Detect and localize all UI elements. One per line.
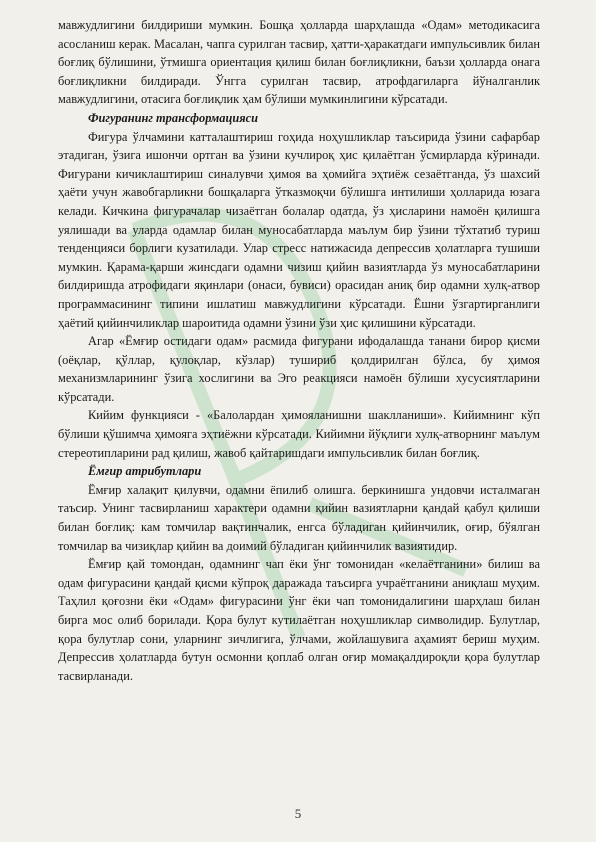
paragraph-clothing: Кийим функцияси - «Балолардан ҳимояланишни шаклланиши». Кийимнинг кўп бўлиши қўшимча ҳимояга эҳтиёжни кўрсатади. Кийимни йўқлиги хулқ-атворнинг маълум стереотипларини рад қилиш, жавоб қайтаришдаги импульсивлик билан боғлиқ. <box>58 408 540 460</box>
section-heading-rain-attributes: Ёмғир атрибутлари <box>88 464 202 479</box>
paragraph-rain-influence: Ёмғир халақит қилувчи, одамни ёпилиб олишга. беркинишга ундовчи исталмаган таъсир. Унинг тасвирланиш характери одамни қийин вазиятларни қандай қабул қилиши билан боғлиқ: кам томчилар вақтинчалик, енгса бўладиган қийинчилик, оғир, бўялган томчилар ва чизиқлар қийин ва доимий бўладиган қийинчилик вазиятидир. <box>58 482 540 553</box>
paragraph-figure-size: Фигура ўлчамини катталаштириш гоҳида ноҳушликлар таъсирида ўзини сафарбар этадиган, ўзига ишончи ортган ва ўзини кучлироқ ҳис қилаётган ўсмирларда кўринади. Фигурани кичиклаштириш синалувчи ҳимоя ва ҳомийга эҳтиёж сезаётганда, ўз шахсий ҳаёти учун жавобгарликни бошқаларга ўтказмоқчи бўлишга интилиши ҳолларида юзага келади. Кичкина фигурачалар чизаётган болалар одатда, ўз ҳисларини намоён қилишга уялишади ва уларда одамлар билан муносабатларда маълум бир ўзини тўхтатиб туриш тенденцияси борлиги кузатилади. Улар стресс натижасида депрессив ҳолатларга тушиши мумкин. Қарама-қарши жинсдаги одамни чизиш қийин вазиятларда ўз муносабатларини билдиришда атрофидаги яқинлари (онаси, бувиси) орасидан аниқ бир одамни хулқ-атвор программасининг типини ишлатиш мавжудлигини кўрсатади. Ёшни ўзгартирганлиги ҳаётий қийинчиликлар шароитида одамни ўзини ўзи ҳис қилишини кўрсатади. <box>58 129 540 330</box>
section-heading-figure-transformation: Фигуранинг трансформацияси <box>88 110 259 125</box>
paragraph-intro: мавжудлигини билдириши мумкин. Бошқа ҳолларда шарҳлашда «Одам» методикасига асосланиш керак. Масалан, чапга сурилган тасвир, ҳатти-ҳаракатдаги импульсивлик билан боғлиқ бўлишини, ўтмишга ориентация қилиш билан боғлиқликни, баъзи ҳолларда онага боғлиқликни билдиради. Ўнгга сурилган тасвир, атрофдагиларга йўналганлик мавжудлигини, отасига боғлиқлик ҳам бўлиши мумкинлигини кўрсатади. <box>58 18 540 107</box>
paragraph-body-parts: Агар «Ёмғир остидаги одам» расмида фигурани ифодалашда танани бирор қисми (оёқлар, қўллар, қулоқлар, кўзлар) тушириб қолдирилган бўлса, бу ҳимоя механизмларининг ўзига хослигини ва Эго реакцияси намоён бўлиши хусусиятларини кўрсатади. <box>58 334 540 404</box>
document-body <box>58 16 540 685</box>
page-number: 5 <box>294 806 302 821</box>
paragraph-rain-direction: Ёмғир қай томондан, одамнинг чап ёки ўнг томонидан «келаётганини» билиш ва одам фигурасини қандай қисми кўпроқ даражада таъсирга учраётганини аниқлаш муҳим. Таҳлил қоғозни ёки «Одам» фигурасини ўнг ёки чап томонидалигини шарҳлаш билан бирга мос олиб борилади. Қора булут кутилаётган ноҳушликлар символидир. Булутлар, қора булутлар сони, уларнинг зичлигига, ўлчами, жойлашувига аҳамият бериш муҳим. Депрессив ҳолатларда бутун осмонни қоплаб олган оғир момақалдироқли қора булутлар тасвирланади. <box>58 557 540 683</box>
